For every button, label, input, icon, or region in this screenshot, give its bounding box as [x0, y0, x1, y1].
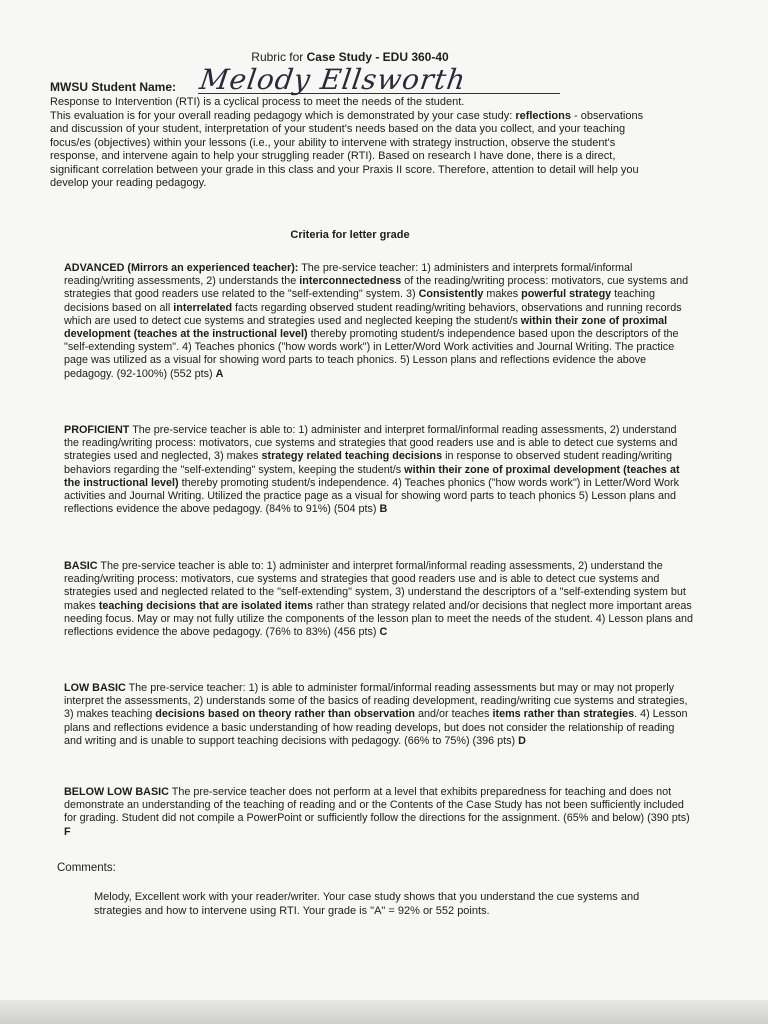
- grade-text: The pre-service teacher is able to: 1) administer and interpret formal/informal reading assessments, 2) understand the reading/writing process: motivators, cue systems and strategies that good readers use and is able to detect cue systems and strategies used and neglected related to the "self-extending" system, 3) understand the descriptors of a "self-extending system but makes: [64, 560, 686, 612]
- grade-low-basic: [64, 682, 694, 748]
- grade-text: thereby promoting student/s independence. 4) Teaches phonics ("how words work") in Letter/Word Work activities and Journal Writing. Utilized the practice page as a visual for showing word parts to teach phonics 5) Lesson plans and reflections evidence the above pedagogy. (84% to 91%) (504 pts): [64, 476, 679, 516]
- intro-text-a: This evaluation is for your overall reading pedagogy which is demonstrated by your case study:: [50, 109, 516, 122]
- title-prefix: Rubric for: [251, 50, 307, 64]
- grade-bold: Consistently: [418, 288, 484, 301]
- criteria-heading: Criteria for letter grade: [290, 229, 410, 241]
- student-name-label: MWSU Student Name:: [50, 80, 176, 94]
- grade-letter: C: [379, 626, 388, 639]
- grade-text: makes: [483, 288, 522, 301]
- intro-text-bold: reflections: [515, 109, 571, 122]
- grade-bold: decisions based on theory rather than observation: [155, 708, 416, 721]
- grade-text: and/or teaches: [415, 708, 493, 721]
- comments-text: Melody, Excellent work with your reader/writer. Your case study shows that you understand the cue systems and strategies and how to intervene using RTI. Your grade is "A" = 92% or 552 points.: [94, 891, 640, 917]
- grade-text: facts regarding observed student reading/writing behaviors, observations and running records which are used to detect cue systems and strategies used and neglected keeping the student/s: [64, 301, 682, 327]
- grade-bold: teaching decisions that are isolated items: [98, 599, 314, 612]
- grade-text: thereby promoting student/s independence based upon the descriptors of the "self-extending system". 4) Teaches phonics ("how words work") in Letter/Word Work activities and Journal Writing. The practice page was utilized as a visual for showing word parts to teach phonics. 5) Lesson plans and reflections evidence the above pedagogy. (92-100%) (552 pts): [64, 328, 679, 380]
- grade-advanced-title: ADVANCED (Mirrors an experienced teacher):: [64, 262, 299, 274]
- grade-letter: A: [215, 367, 224, 380]
- grade-text: The pre-service teacher: 1) is able to administer formal/informal reading assessments but may or may not properly interpret the assessments, 2) understands some of the basics of reading development, reading/writing cue systems and strategies, 3) makes teaching: [64, 682, 688, 721]
- grade-text: . 4) Lesson plans and reflections evidence a basic understanding of how reading develops, but does not consider the relationship of reading and writing and is unable to support teaching decisions with pedagogy. (66% to 75%) (396 pts): [64, 708, 688, 747]
- intro-text-c: - observations and discussion of your student, interpretation of your student's needs based on the data you collect, and your teaching focus/es (objectives) within your lessons (i.e., your ability to intervene with strategy instruction, observe the student's response, and intervene again to help your struggling reader (RTI). Based on research I have done, there is a direct, significant correlation between your grade in this class and your Praxis II score. Therefore, attention to detail will help you develop your reading pedagogy.: [50, 109, 644, 189]
- student-name-row: [50, 64, 560, 98]
- grade-text: The pre-service teacher is able to: 1) administer and interpret formal/informal reading assessments, 2) understand the reading/writing process: motivators, cue systems and strategies that good readers use and is able to detect cue systems and strategies used and neglected, 3) makes: [64, 424, 678, 463]
- grade-letter: B: [379, 503, 388, 516]
- grade-letter: F: [64, 825, 71, 838]
- grade-bold: strategy related teaching decisions: [261, 450, 443, 463]
- intro-line-rti: Response to Intervention (RTI) is a cyclical process to meet the needs of the student.: [50, 96, 465, 108]
- grade-below-low-basic: [64, 786, 694, 839]
- grade-proficient-title: PROFICIENT: [64, 424, 130, 436]
- grade-low-basic-title: LOW BASIC: [64, 682, 126, 694]
- grade-bold: interconnectedness: [299, 275, 402, 288]
- student-name-handwritten: Melody Ellsworth: [197, 63, 469, 96]
- grade-text: The pre-service teacher: 1) administers and interprets formal/informal reading/writing assessments, 2) understands the: [64, 262, 633, 288]
- grade-below-low-basic-title: BELOW LOW BASIC: [64, 786, 169, 798]
- grade-basic: [64, 560, 694, 639]
- grade-bold: items rather than strategies: [492, 708, 635, 721]
- grade-text: in response to observed student reading/writing behaviors regarding the "self-extending" system, keeping the student/s: [64, 450, 672, 476]
- comments-label: Comments:: [57, 862, 116, 874]
- grade-letter: D: [518, 734, 526, 747]
- page-title: [0, 50, 700, 64]
- grade-bold: interrelated: [173, 301, 233, 314]
- grade-text: rather than strategy related and/or decisions that neglect more important areas needing focus. May or may not fully utilize the components of the lesson plan to meet the needs of the student. 4) Lesson plans and reflections evidence the above pedagogy. (76% to 83%) (456 pts): [64, 599, 694, 639]
- scan-edge-shadow: [0, 1000, 768, 1024]
- grade-bold: within their zone of proximal development (teaches at the instructional level): [64, 463, 680, 489]
- title-course: Case Study - EDU 360-40: [306, 50, 449, 64]
- grade-basic-title: BASIC: [64, 560, 98, 572]
- grade-text: The pre-service teacher does not perform at a level that exhibits preparedness for teaching and does not demonstrate an understanding of the teaching of reading and or the Contents of the Case Study has not been sufficiently included for grading. Student did not compile a PowerPoint or sufficiently follow the directions for the assignment. (65% and below) (390 pts): [64, 786, 690, 825]
- grade-bold: within their zone of proximal development (teaches at the instructional level): [64, 314, 668, 341]
- grade-text: teaching decisions based on all: [64, 288, 655, 314]
- grade-bold: powerful strategy: [521, 288, 612, 301]
- grade-text: of the reading/writing process: motivators, cue systems and strategies that good readers use related to the "self-extending" system. 3): [64, 275, 689, 301]
- intro-evaluation: [50, 110, 650, 191]
- grade-proficient: [64, 424, 694, 516]
- intro-paragraph: [50, 96, 650, 191]
- grade-advanced: [64, 262, 694, 381]
